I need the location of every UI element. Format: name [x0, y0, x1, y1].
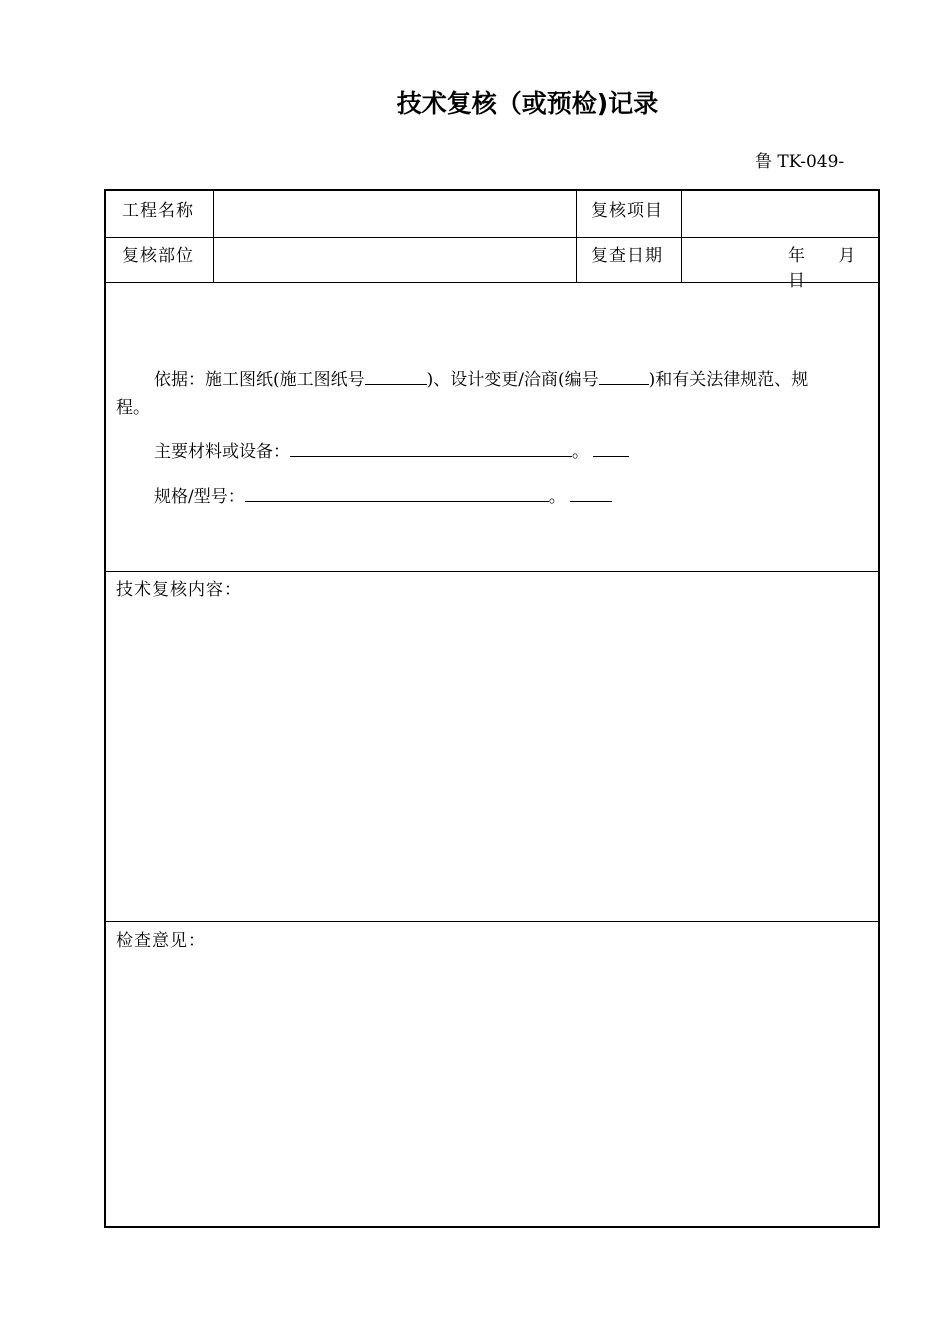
spec-extra-blank[interactable] — [570, 487, 612, 502]
review-content-label: 技术复核内容： — [116, 580, 242, 600]
record-form — [104, 189, 880, 1228]
page-title: 技术复核（或预检)记录 — [396, 89, 659, 118]
basis-line-2: 程。 — [116, 398, 150, 418]
materials-extra-blank[interactable] — [593, 442, 629, 457]
spec-blank[interactable] — [245, 487, 549, 502]
materials-end: 。 — [572, 442, 589, 462]
row-divider — [106, 282, 878, 283]
review-part-field[interactable] — [214, 238, 575, 281]
column-divider — [576, 191, 577, 282]
form-code: 鲁 TK-049- — [755, 152, 845, 172]
drawing-number-blank[interactable] — [365, 370, 427, 385]
inspection-opinion-area[interactable] — [107, 951, 877, 1223]
row-divider — [106, 571, 878, 572]
spec-line — [154, 483, 612, 511]
materials-label: 主要材料或设备： — [154, 442, 290, 462]
basis-line — [154, 366, 808, 394]
materials-line — [154, 438, 629, 466]
project-name-label: 工程名称 — [122, 201, 194, 221]
inspection-opinion-label: 检查意见： — [116, 931, 206, 951]
change-number-blank[interactable] — [599, 370, 649, 385]
check-date-field[interactable]: 年 月 日 — [788, 246, 870, 291]
review-content-area[interactable] — [107, 601, 877, 919]
basis-prefix: 依据：施工图纸(施工图纸号 — [154, 370, 365, 390]
review-item-label: 复核项目 — [591, 201, 663, 221]
project-name-field[interactable] — [214, 192, 575, 236]
basis-suffix: )和有关法律规范、规 — [648, 370, 809, 390]
row-divider — [106, 921, 878, 922]
materials-blank[interactable] — [290, 442, 572, 457]
review-item-field[interactable] — [682, 192, 877, 236]
review-part-label: 复核部位 — [122, 246, 194, 266]
basis-mid: )、设计变更/洽商(编号 — [426, 370, 599, 390]
check-date-label: 复查日期 — [591, 246, 663, 266]
spec-label: 规格/型号： — [154, 487, 245, 507]
spec-end: 。 — [548, 487, 566, 507]
